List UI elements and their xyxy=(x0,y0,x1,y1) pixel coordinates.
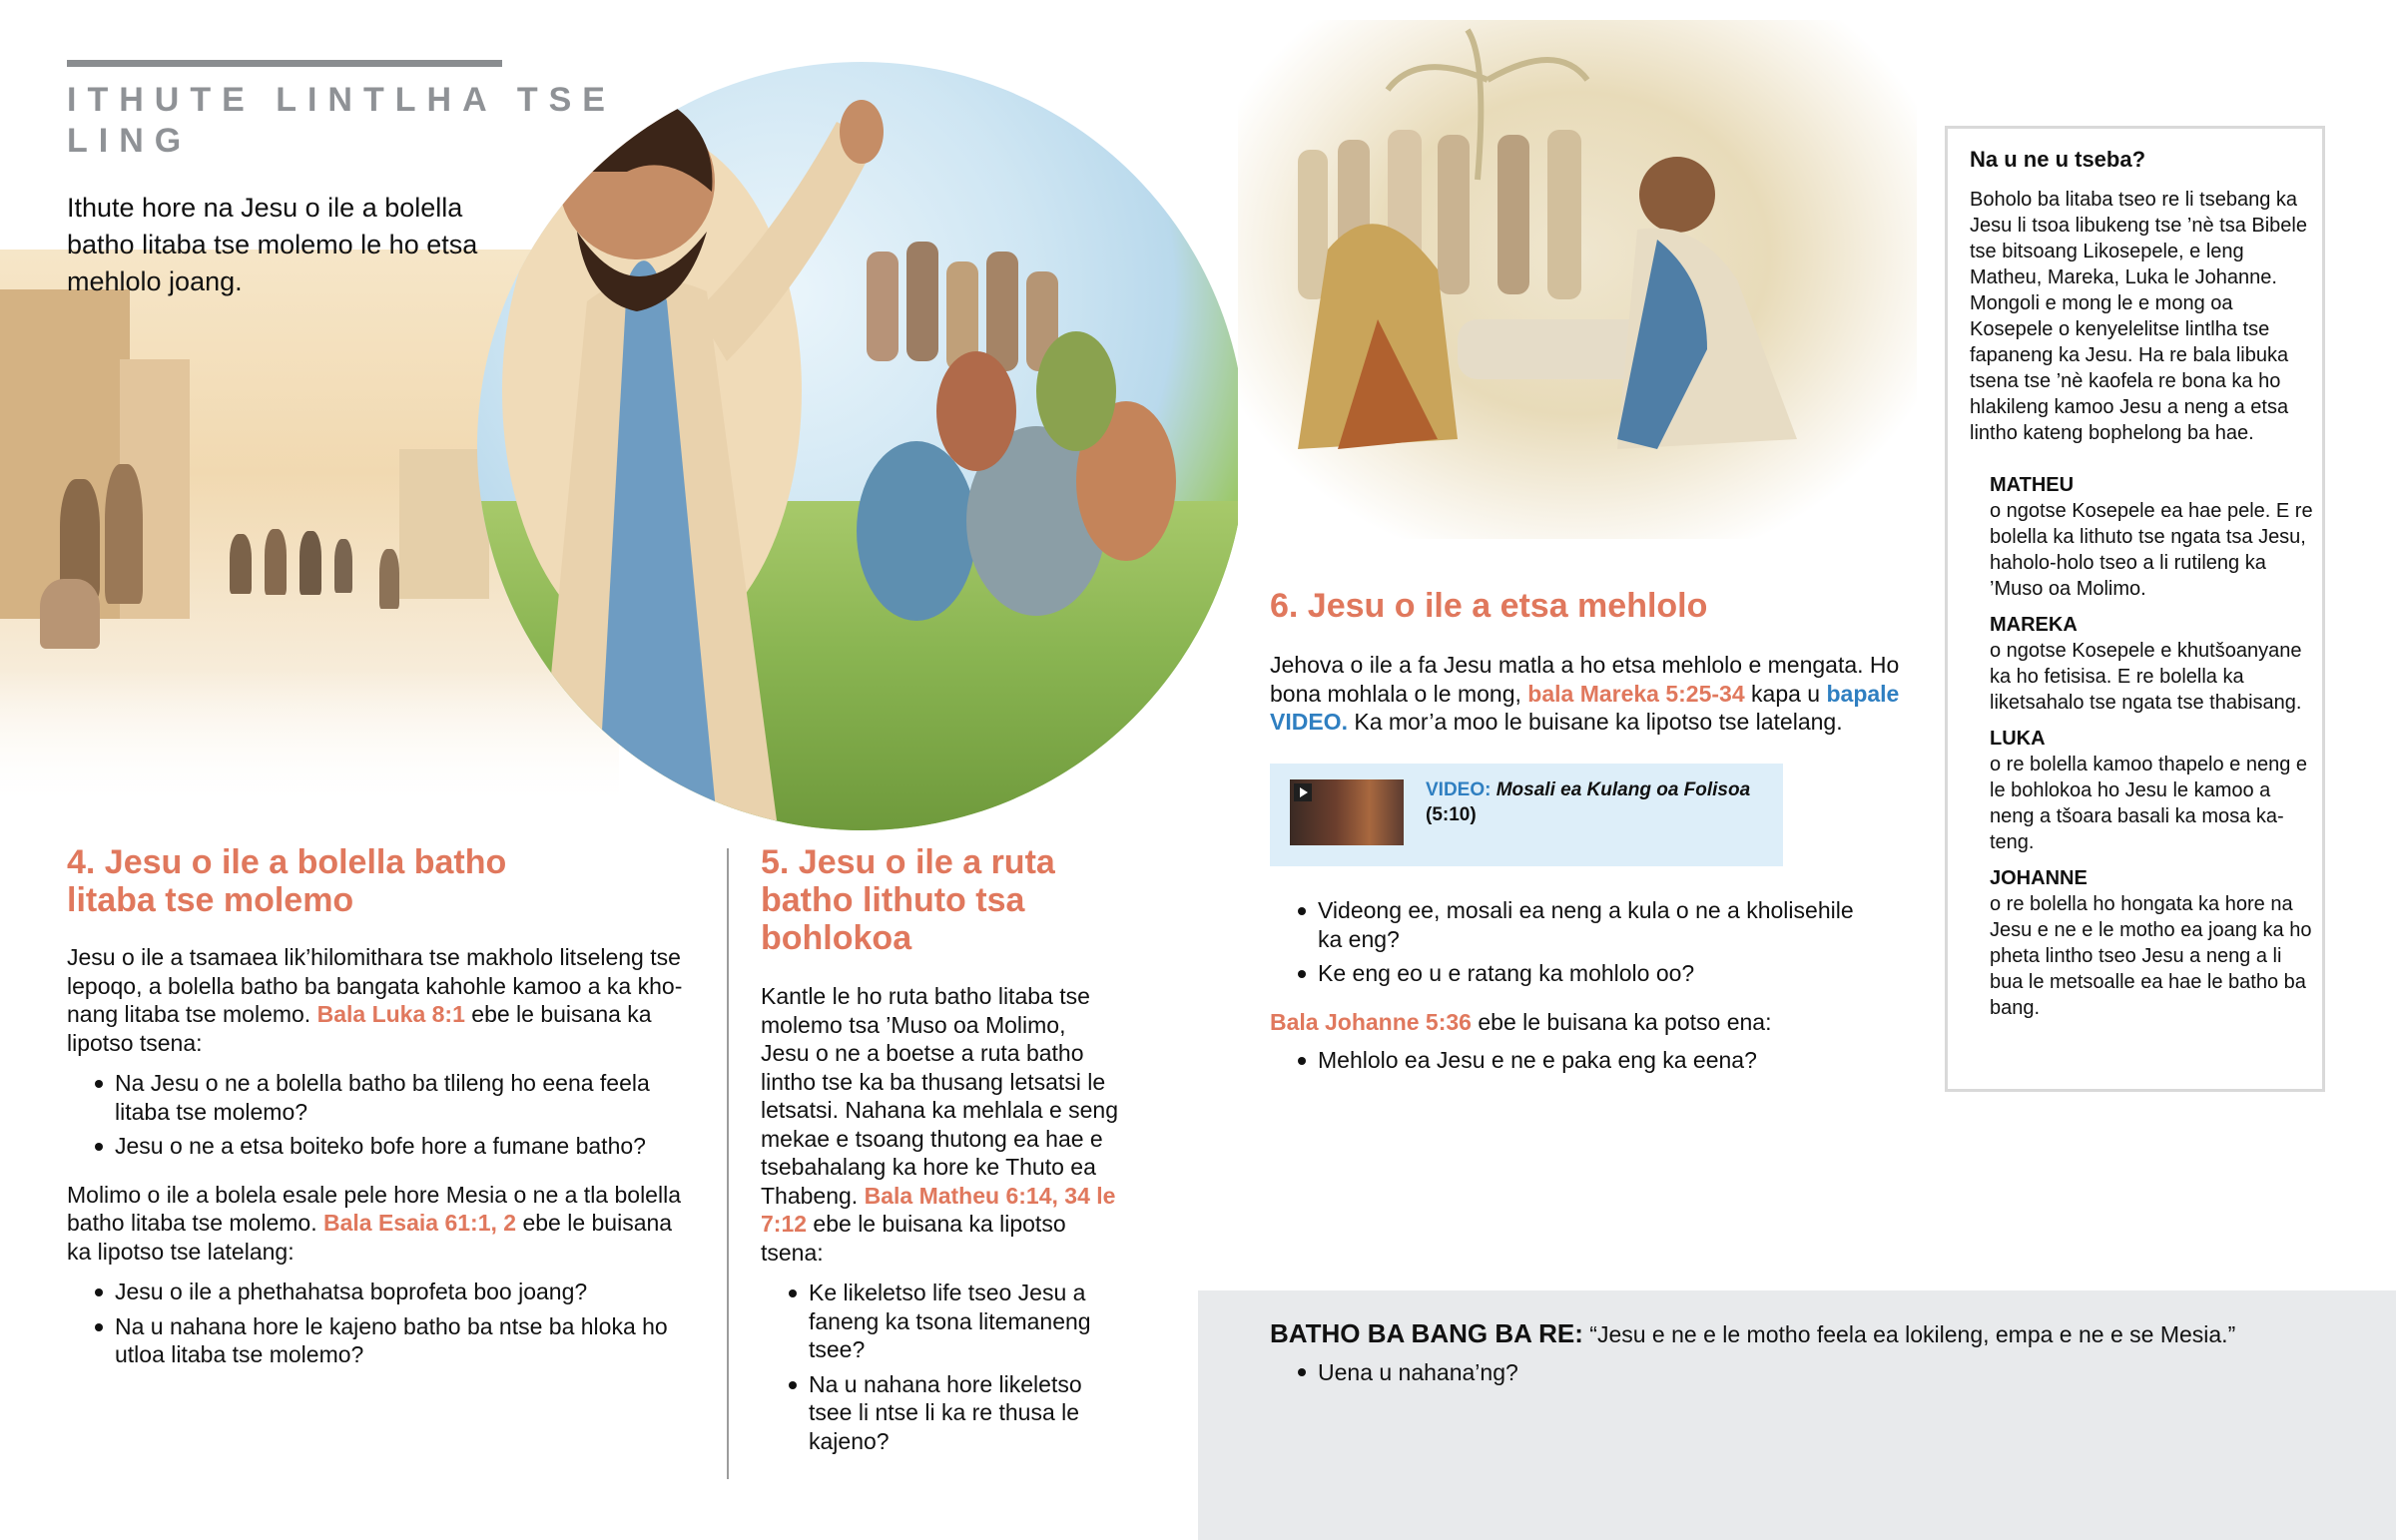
section-6-questions-1 xyxy=(1270,896,1869,988)
gospel-name: MATHEU xyxy=(1990,474,2075,496)
gospel-name: MAREKA xyxy=(1990,614,2078,636)
play-video-link[interactable]: bapale VIDEO. xyxy=(1270,680,1900,735)
list-item: Jesu o ne a etsa boiteko bofe hore a fumane batho? xyxy=(67,1132,699,1161)
list-item: Videong ee, mosali ea neng a kula o ne a kholisehile ka eng? xyxy=(1270,896,1869,953)
bible-ref-johanne[interactable]: Bala Johanne 5:36 xyxy=(1270,1008,1472,1035)
section-5-questions xyxy=(761,1279,1120,1455)
some-people-say-panel xyxy=(1198,1290,2396,1540)
list-item: Ke likeletso life tseo Jesu a faneng ka tsona litemaneng tsee? xyxy=(761,1279,1120,1364)
panel-questions xyxy=(1270,1357,2368,1387)
video-title[interactable]: Mosali ea Kulang oa Folisoa xyxy=(1496,779,1751,800)
sidebar-intro: Boholo ba litaba tseo re li tsebang ka Jesu li tsoa libukeng tse ’nè tsa Bibele tse bitsoang Likosepele, e leng Matheu, Mareka, Luka le Johanne. Mongoli e mong le e mong oa Kosepele o kenyelelitse lintlha tse fapaneng ka Jesu. Ha re bala libuka tsena tse ’nè kaofela re bona ka ho hlakileng kamoo Jesu a neng a etsa lintho kateng bophelong ba hae. xyxy=(1970,189,2307,444)
jesus-teaching-illustration xyxy=(477,62,1246,830)
intro-text: Ithute hore na Jesu o ile a bolella batho litaba tse molemo le ho etsa mehlolo joang. xyxy=(67,193,478,296)
panel-quote: “Jesu e ne e le motho feela ea lokileng, empa e ne e se Mesia.” xyxy=(1582,1321,2236,1347)
list-item: Ke eng eo u e ratang ka mohlolo oo? xyxy=(1270,959,1869,988)
section-kicker: ITHUTE LINTLHA TSE LING xyxy=(67,81,616,160)
bible-ref-esaia[interactable]: Bala Esaia 61:1, 2 xyxy=(322,1210,517,1236)
header-rule xyxy=(67,60,502,67)
gospel-description: o re bolella kamoo thapelo e neng e le bohlokoa ho Jesu le kamoo a neng a tšoara basali ka mosa kateng. xyxy=(1990,754,2308,853)
video-info xyxy=(1426,777,1765,827)
video-duration: (5:10) xyxy=(1426,804,1477,825)
gospel-entry xyxy=(1990,472,2314,602)
section-4-questions-1 xyxy=(67,1069,699,1161)
gospel-entry xyxy=(1990,865,2314,1021)
gospel-entry xyxy=(1990,612,2314,716)
section-5-title: 5. Jesu o ile a ruta batho lithuto tsa bohlokoa xyxy=(761,843,1055,957)
section-6-questions-2 xyxy=(1270,1046,1869,1075)
panel-lead: BATHO BA BANG BA RE: xyxy=(1270,1318,1583,1348)
healing-woman-illustration xyxy=(1238,20,1917,539)
gospel-entry xyxy=(1990,726,2314,855)
list-item: Na u nahana hore likeletso tsee li ntse li ka re thusa le kajeno? xyxy=(761,1370,1120,1456)
column-divider xyxy=(727,848,729,1479)
section-5-body xyxy=(761,982,1120,1455)
did-you-know-sidebar xyxy=(1945,126,2325,1092)
section-5-para: Kantle le ho ruta batho litaba tse molemo tsa ’Muso oa Molimo, Jesu o ne a boetse a ruta batho lintho tse ka ba thusang letsatsi le letsatsi. Nahana ka mehlala e seng mekae e tsoang thutong ea hae e tsebahalang ka hore ke Thuto ea Thabeng. Bala Matheu 6:14, 34 le 7:12 ebe le buisana ka lipotso tsena: xyxy=(761,983,1118,1266)
gospel-list xyxy=(1990,472,2314,1031)
play-icon[interactable] xyxy=(1294,783,1312,801)
list-item: Mehlolo ea Jesu e ne e paka eng ka eena? xyxy=(1270,1046,1869,1075)
bible-ref-luka[interactable]: Bala Luka 8:1 xyxy=(316,1001,465,1027)
section-4-questions-2 xyxy=(67,1278,699,1369)
bible-ref-mareka[interactable]: bala Mareka 5:25-34 xyxy=(1527,680,1745,707)
video-label: VIDEO: xyxy=(1426,779,1492,800)
list-item: Uena u nahana’ng? xyxy=(1270,1357,2368,1387)
video-thumbnail[interactable] xyxy=(1290,779,1404,845)
gospel-description: o ngotse Kosepele e khutšoanyane ka ho fetisisa. E re bolella ka liketsahalo tse ngata tse thabisang. xyxy=(1990,640,2302,714)
gospel-name: LUKA xyxy=(1990,728,2046,750)
section-4-title: 4. Jesu o ile a bolella batho litaba tse molemo xyxy=(67,843,507,919)
section-6-questions-block xyxy=(1270,890,1869,1075)
gospel-description: o re bolella ho hongata ka hore na Jesu e ne e le motho ea joang ka ho pheta lintho tseo Jesu a neng a li bua le metsoalle ea hae le batho ba bang. xyxy=(1990,893,2312,1019)
list-item: Na Jesu o ne a bolella batho ba tlileng ho eena feela litaba tse molemo? xyxy=(67,1069,699,1126)
bible-ref-matheu[interactable]: Bala Matheu 6:14, 34 le 7:12 xyxy=(761,1182,1116,1237)
section-4-para-2: Molimo o ile a bolela esale pele hore Mesia o ne a tla bolella batho litaba tse molemo. Bala Esaia 61:1, 2 ebe le buisana ka lipotso tse latelang: xyxy=(67,1181,681,1265)
gospel-name: JOHANNE xyxy=(1990,867,2088,889)
list-item: Na u nahana hore le kajeno batho ba ntse ba hloka ho utloa litaba tse molemo? xyxy=(67,1312,699,1369)
panel-content xyxy=(1270,1318,2368,1387)
section-4-body xyxy=(67,943,699,1369)
gospel-description: o ngotse Kosepele ea hae pele. E re bolella ka lithuto tse ngata tsa Jesu, haholo-holo tseo a li rutileng ka ’Muso oa Molimo. xyxy=(1990,500,2313,600)
section-6-para-2: Bala Johanne 5:36 ebe le buisana ka potso ena: xyxy=(1270,1008,1772,1035)
sidebar-title: Na u ne u tseba? xyxy=(1970,147,2146,172)
section-6-para: Jehova o ile a fa Jesu matla a ho etsa mehlolo e mengata. Ho bona mohlala o le mong, bala Mareka 5:25-34 kapa u bapale VIDEO. Ka mor’a moo le buisane ka lipotso tse latelang. xyxy=(1270,652,1900,735)
section-6-title: 6. Jesu o ile a etsa mehlolo xyxy=(1270,587,1708,625)
section-4-para-1: Jesu o ile a tsamaea lik’hilomithara tse makholo litseleng tse lepoqo, a bolella batho ba bangata kahohle kamoo a ka khonang litaba tse molemo. Bala Luka 8:1 ebe le buisana ka lipotso tsena: xyxy=(67,944,683,1056)
list-item: Jesu o ile a phethahatsa boprofeta boo joang? xyxy=(67,1278,699,1306)
video-card[interactable] xyxy=(1270,764,1783,866)
